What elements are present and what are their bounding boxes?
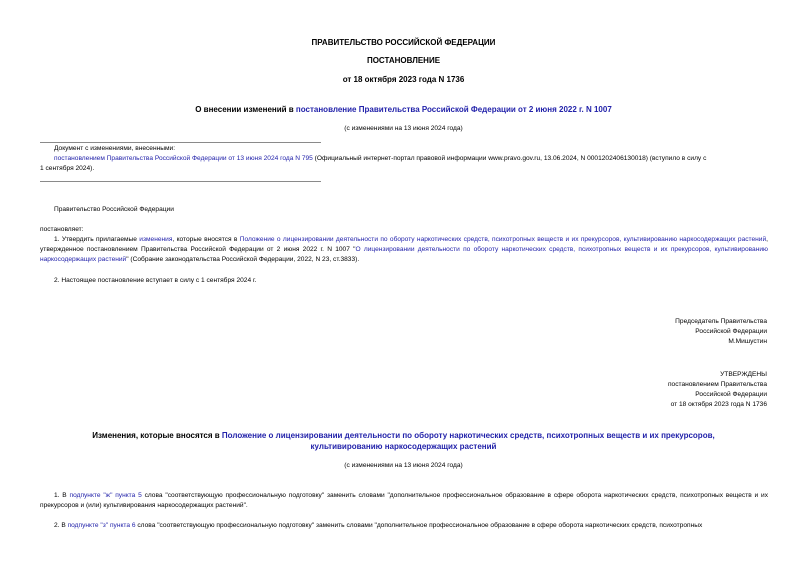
signature-block: [675, 317, 767, 347]
p1-link-regulation[interactable]: Положение о лицензировании деятельности по обороту наркотических средств, психотропных веществ и их прекурсоров, культивированию наркосодержащих растений: [239, 236, 767, 243]
approval-line-4: от 18 октября 2023 года N 1736: [670, 401, 767, 408]
change-item-1: [40, 491, 768, 511]
approval-line-1: УТВЕРЖДЕНЫ: [720, 371, 767, 378]
divider-top: [40, 142, 321, 143]
changes-title-link-cont[interactable]: культивированию наркосодержащих растений: [310, 442, 497, 451]
item2-text-a: 2. В: [54, 522, 68, 529]
item2-link-subpoint[interactable]: подпункте "з" пункта 6: [67, 522, 136, 529]
amendment-note-line1: [54, 154, 774, 164]
approval-line-3: Российской Федерации: [695, 391, 767, 398]
changes-title-line-1: [0, 430, 807, 441]
p1-text-d: " (Собрание законодательства Российской Федерации, 2022, N 23, ст.3833).: [126, 256, 360, 263]
item1-text-b: слова "соответствующую профессиональную подготовку" заменить словами "дополнительное профессиональное образование в сфере оборота наркотических средств, психотропных веществ и их прекурсоров и (или) культивирования наркосодержащих растений".: [40, 492, 768, 509]
document-date-number: от 18 октября 2023 года N 1736: [342, 75, 465, 84]
changes-title: [0, 430, 807, 452]
change-item-2: [40, 521, 768, 531]
changes-title-line-2: [0, 441, 807, 452]
paragraph-1: [40, 235, 768, 265]
paragraph-2: 2. Настоящее постановление вступает в силу с 1 сентября 2024 г.: [54, 277, 257, 284]
amendment-note-heading: Документ с изменениями, внесенными:: [54, 145, 176, 152]
amendment-note-rest: (Официальный интернет-портал правовой информации www.pravo.gov.ru, 13.06.2024, N 0001202406130018) (вступило в силу с: [312, 155, 707, 162]
title-prefix: О внесении изменений в: [195, 105, 296, 114]
p1-text-b: , которые вносятся в: [172, 236, 240, 243]
title-link-decree-1007[interactable]: постановление Правительства Российской Федерации от 2 июня 2022 г. N 1007: [295, 105, 612, 114]
p1-link-changes[interactable]: изменения: [139, 236, 173, 243]
changes-title-link[interactable]: Положение о лицензировании деятельности по обороту наркотических средств, психотропных веществ и их прекурсоров,: [221, 431, 715, 440]
p1-link-licensing-decree[interactable]: О лицензировании деятельности по обороту наркотических средств, психотропных веществ и их прекурсоров, культивированию наркосодержащих растений: [40, 246, 768, 263]
decrees-word: постановляет:: [40, 226, 84, 233]
document-title: [0, 104, 807, 115]
changes-revision: (с изменениями на 13 июня 2024 года): [344, 462, 463, 469]
approval-block: [668, 370, 767, 410]
amendment-note-line2: 1 сентября 2024).: [40, 165, 95, 172]
item1-text-a: 1. В: [54, 492, 70, 499]
amendment-link-795[interactable]: постановлением Правительства Российской Федерации от 13 июня 2024 года N 795: [54, 155, 313, 162]
changes-title-prefix: Изменения, которые вносятся в: [92, 431, 222, 440]
signature-name: М.Мишустин: [728, 338, 767, 345]
approval-line-2: постановлением Правительства: [667, 381, 767, 388]
issuer: Правительство Российской Федерации: [54, 206, 174, 213]
item1-link-subpoint[interactable]: подпункте "ж" пункта 5: [69, 492, 142, 499]
divider-bottom: [40, 181, 321, 182]
item2-text-b: слова "соответствующую профессиональную подготовку" заменить словами "дополнительное профессиональное образование в сфере оборота наркотических средств, психотропных: [135, 522, 703, 529]
title-revision: (с изменениями на 13 июня 2024 года): [344, 125, 463, 132]
signature-line-1: Председатель Правительства: [675, 318, 767, 325]
p1-text-c: , утвержденное постановлением Правительства Российской Федерации от 2 июня 2022 г. N 1007 ": [40, 236, 768, 253]
p1-text-a: 1. Утвердить прилагаемые: [54, 236, 140, 243]
document-type: ПОСТАНОВЛЕНИЕ: [366, 56, 441, 65]
signature-line-2: Российской Федерации: [695, 328, 767, 335]
government-heading: ПРАВИТЕЛЬСТВО РОССИЙСКОЙ ФЕДЕРАЦИИ: [311, 38, 496, 47]
